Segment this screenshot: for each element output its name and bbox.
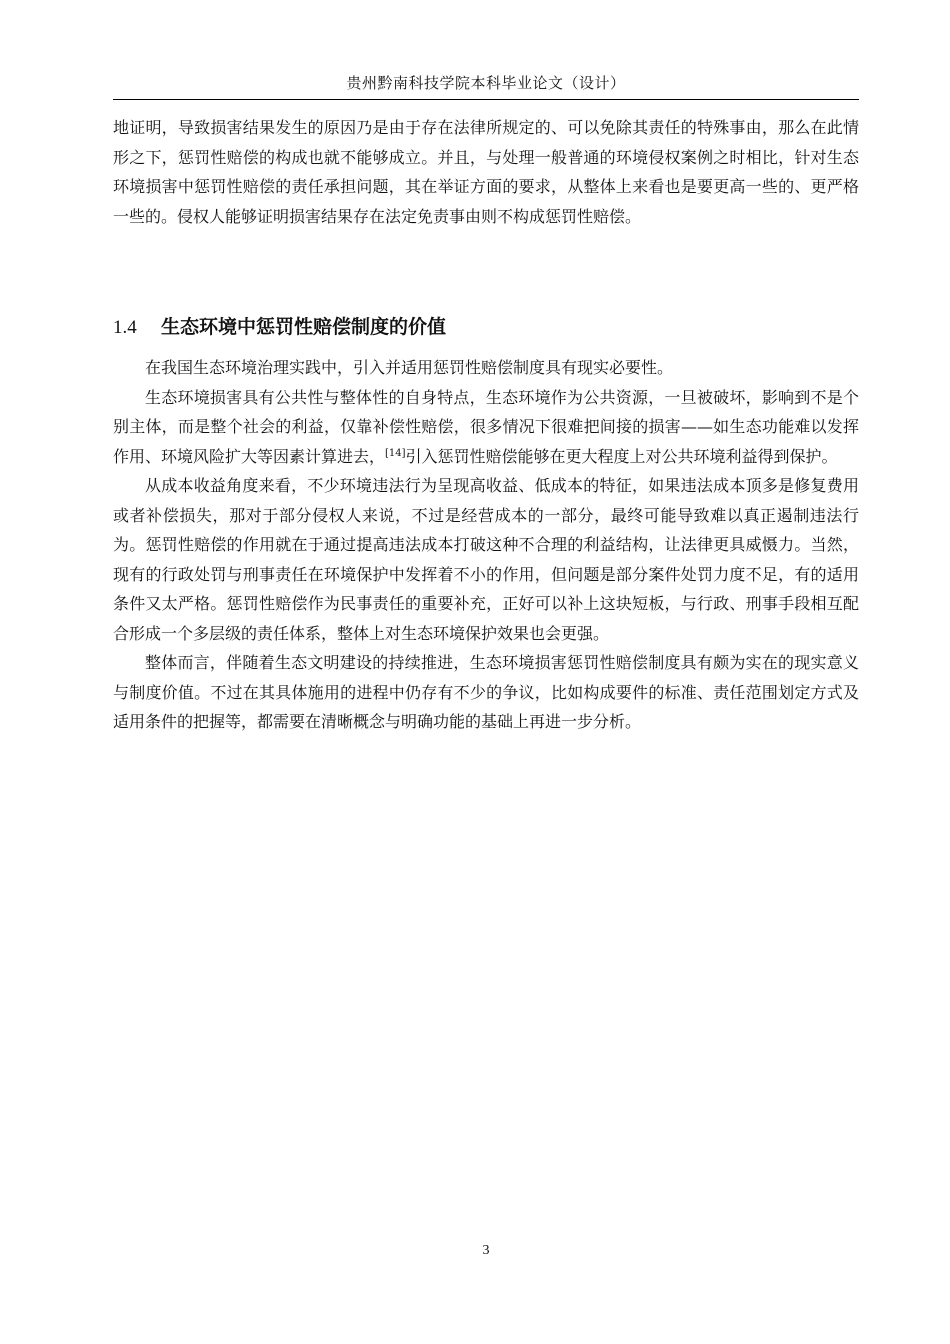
continued-paragraph: 地证明，导致损害结果发生的原因乃是由于存在法律所规定的、可以免除其责任的特殊事由，那么在此情形之下，惩罚性赔偿的构成也就不能够成立。并且，与处理一般普通的环境侵权案例之时相比，针对生态环境损害中惩罚性赔偿的责任承担问题，其在举证方面的要求，从整体上来看也是要更高一些的、更严格一些的。侵权人能够证明损害结果存在法定免责事由则不构成惩罚性赔偿。	[113, 118, 859, 226]
running-header: 贵州黔南科技学院本科毕业论文（设计）	[346, 74, 626, 92]
continued-text-block	[113, 113, 859, 231]
section-body	[113, 353, 859, 737]
header-rule	[113, 99, 859, 100]
paragraph-3: 从成本收益角度来看，不少环境违法行为呈现高收益、低成本的特征，如果违法成本顶多是修复费用或者补偿损失，那对于部分侵权人来说，不过是经营成本的一部分，最终可能导致难以真正遏制违法行为。惩罚性赔偿的作用就在于通过提高违法成本打破这种不合理的利益结构，让法律更具威慑力。当然，现有的行政处罚与刑事责任在环境保护中发挥着不小的作用，但问题是部分案件处罚力度不足，有的适用条件又太严格。惩罚性赔偿作为民事责任的重要补充，正好可以补上这块短板，与行政、刑事手段相互配合形成一个多层级的责任体系，整体上对生态环境保护效果也会更强。	[113, 476, 859, 643]
paragraph-2-text-a: 生态环境损害具有公共性与整体性的自身特点，生态环境作为公共资源，一旦被破坏，影响到不是个别主体，而是整个社会的利益，仅靠补偿性赔偿，很多情况下很难把间接的损害——如生态功能难以发挥作用、环境风险扩大等因素计算进去，	[113, 387, 859, 466]
paragraph-2	[113, 383, 859, 472]
page-number: 3	[482, 1243, 490, 1258]
paragraph-2-text-b: 引入惩罚性赔偿能够在更大程度上对公共环境利益得到保护。	[405, 446, 838, 466]
citation-marker: [14]	[385, 447, 406, 459]
paragraph-4: 整体而言，伴随着生态文明建设的持续推进，生态环境损害惩罚性赔偿制度具有颇为实在的现实意义与制度价值。不过在其具体施用的进程中仍存有不少的争议，比如构成要件的标准、责任范围划定方式及适用条件的把握等，都需要在清晰概念与明确功能的基础上再进一步分析。	[113, 653, 859, 731]
section-title: 生态环境中惩罚性赔偿制度的价值	[161, 316, 447, 338]
paragraph-1: 在我国生态环境治理实践中，引入并适用惩罚性赔偿制度具有现实必要性。	[145, 358, 674, 377]
section-number: 1.4	[113, 317, 137, 338]
section-heading	[113, 312, 859, 343]
